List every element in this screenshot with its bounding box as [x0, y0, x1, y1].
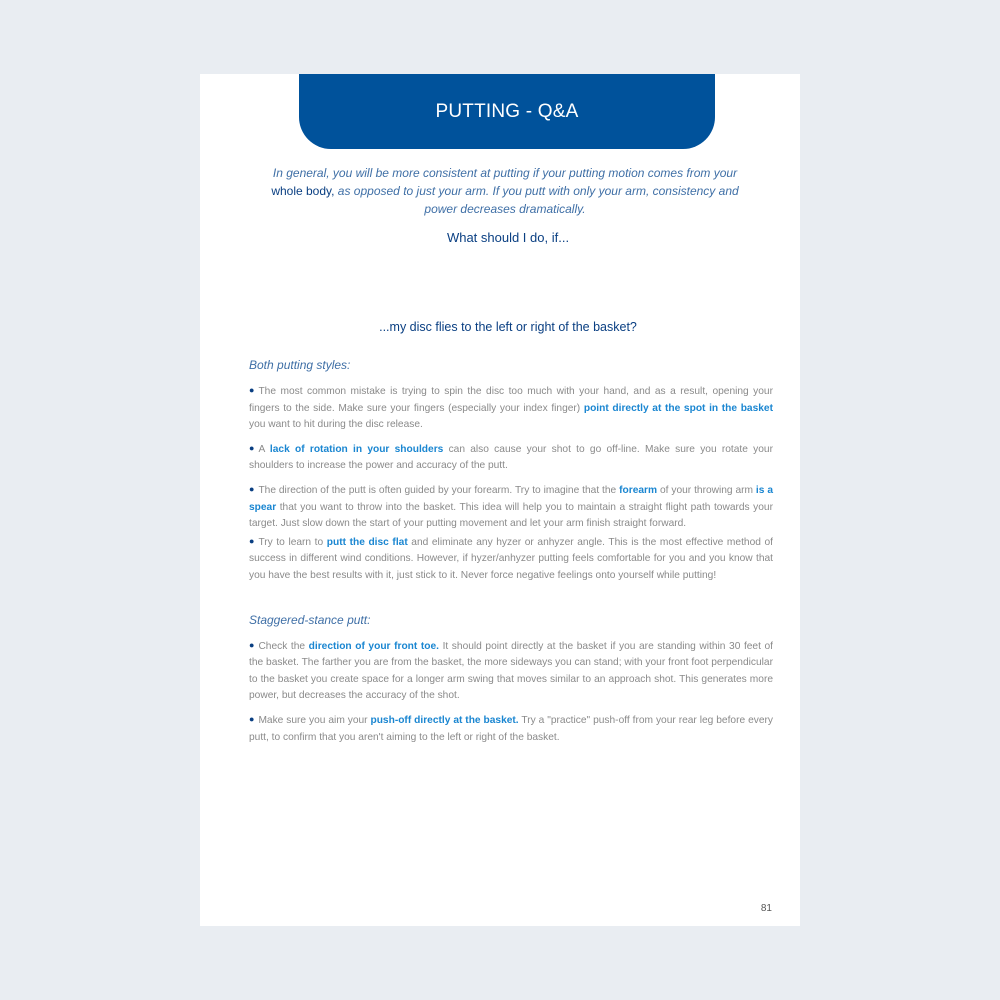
bullet-text: The direction of the putt is often guided by your forearm. Try to imagine that the	[258, 484, 620, 496]
bullet-item	[249, 382, 773, 434]
highlighted-phrase: lack of rotation in your shoulders	[269, 443, 444, 455]
bullet-item	[249, 711, 773, 746]
intro-paragraph	[260, 164, 750, 218]
question-heading: ...my disc flies to the left or right of the basket?	[379, 320, 637, 334]
question-lead: What should I do, if...	[446, 230, 570, 245]
highlighted-phrase: push-off directly at the basket.	[370, 714, 519, 726]
bullet-text: Try a "practice" push-off from your rear leg before every putt, to confirm that you aren't aiming to the left or right of the basket.	[249, 714, 773, 743]
page-title: PUTTING - Q&A	[435, 100, 579, 122]
bullet-text: Try to learn to	[258, 536, 327, 548]
highlighted-phrase: is a spear	[249, 484, 773, 513]
intro-text-2: as opposed to just your arm. If you putt with only your arm, consistency and power decreases dramatically.	[334, 184, 739, 216]
highlighted-phrase: point directly at the spot in the basket	[583, 402, 773, 414]
bullet-item	[249, 481, 773, 533]
bullet-text: and eliminate any hyzer or anhyzer angle. This is the most effective method of success in different wind conditions. However, if hyzer/anhyzer putting feels comfortable for you and you know that you have the best results with it, just stick to it. Never force negative feelings onto yourself while putting!	[249, 536, 773, 581]
bullet-item	[249, 637, 773, 705]
bullet-dot-icon: ●	[249, 385, 255, 395]
bullet-text: A	[258, 443, 270, 455]
bullet-dot-icon: ●	[249, 442, 255, 453]
bullet-item	[249, 533, 773, 585]
bullet-dot-icon: ●	[249, 535, 255, 546]
highlighted-phrase: putt the disc flat	[326, 536, 408, 548]
bullet-dot-icon: ●	[249, 713, 255, 724]
intro-text-1: In general, you will be more consistent at putting if your putting motion comes from your	[272, 166, 738, 180]
bullet-text: It should point directly at the basket if you are standing within 30 feet of the basket. The farther you are from the basket, the more sideways you can stand; with your front foot perpendicular to the basket you create space for a longer arm swing that moves similar to an approach shot. This generates more power, but decreases the accuracy of the shot.	[249, 640, 774, 702]
title-banner	[299, 74, 715, 149]
content-body	[249, 356, 773, 746]
document-page	[200, 74, 800, 926]
bullet-text: The most common mistake is trying to spin the disc too much with your hand, and as a result, opening your fingers to the side. Make sure your fingers (especially your index finger)	[249, 386, 773, 414]
section-heading: Staggered-stance putt:	[249, 612, 371, 627]
section-heading: Both putting styles:	[249, 358, 351, 372]
bullet-text: of your throwing arm	[657, 484, 756, 496]
bullet-dot-icon: ●	[249, 639, 255, 650]
bullet-item	[249, 440, 773, 475]
bullet-text: that you want to throw into the basket. This idea will help you to maintain a straight flight path towards your target. Just slow down the start of your putting movement and let your arm finish straight forward.	[249, 501, 773, 530]
highlighted-phrase: forearm	[619, 484, 658, 496]
bullet-text: can also cause your shot to go off-line. Make sure you rotate your shoulders to increase the power and accuracy of the putt.	[249, 443, 773, 472]
bullet-dot-icon: ●	[249, 483, 255, 494]
intro-emphasis: whole body,	[271, 184, 335, 198]
bullet-text: Make sure you aim your	[258, 714, 371, 726]
bullet-text: you want to hit during the disc release.	[249, 419, 423, 431]
bullet-text: Check the	[258, 640, 309, 652]
highlighted-phrase: direction of your front toe.	[308, 640, 439, 652]
page-number: 81	[760, 903, 772, 914]
